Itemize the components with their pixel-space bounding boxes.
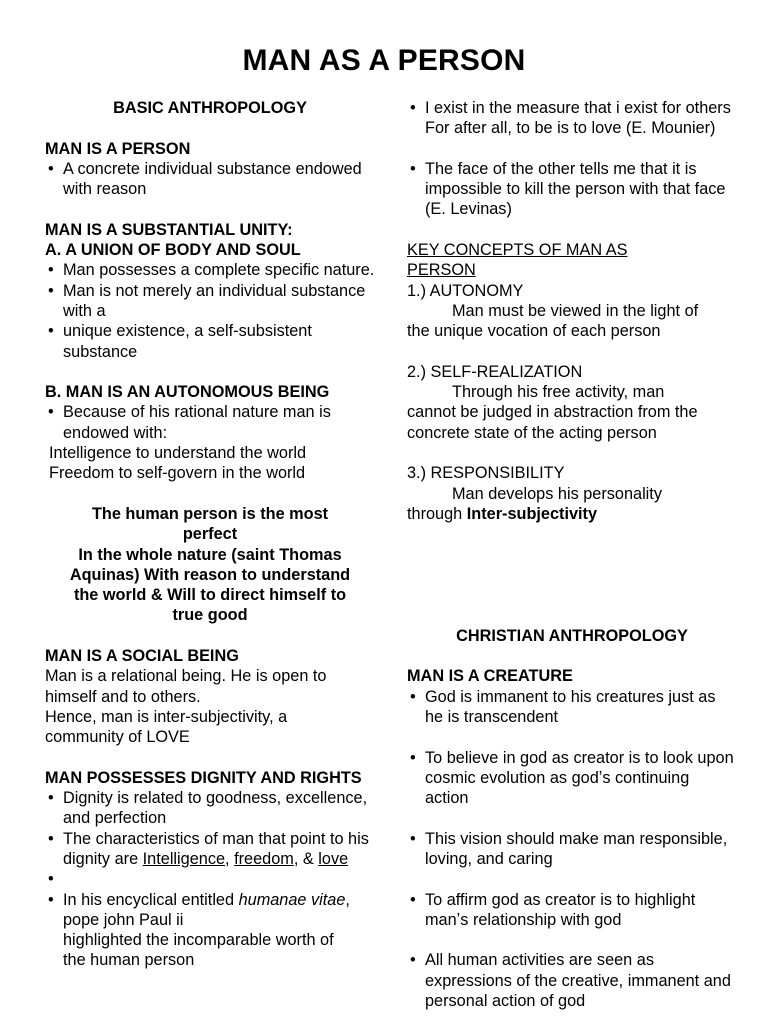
heading-substantial-unity: MAN IS A SUBSTANTIAL UNITY: [45, 220, 293, 239]
list-item-text: To believe in god as creator is to look upon cosmic evolution as godʼs continuing action [425, 748, 734, 808]
bullet-icon: • [410, 890, 416, 909]
right-column [407, 98, 737, 1011]
section-heading-christian-anthropology: CHRISTIAN ANTHROPOLOGY [456, 626, 688, 645]
bullet-icon: • [410, 829, 416, 848]
concept-text-first-line: Man develops his personality [452, 484, 662, 503]
bullet-icon: • [410, 748, 416, 767]
list-item-text: To affirm god as creator is to highlight manʼs relationship with god [425, 890, 696, 929]
text-line: Hence, man is inter-subjectivity, a [45, 707, 288, 726]
list-item-text: , pope john Paul ii [63, 890, 350, 929]
bullet-icon: • [48, 322, 54, 341]
list-item [45, 321, 375, 362]
text-line: highlighted the incomparable worth of [63, 931, 334, 950]
list-item [45, 159, 375, 200]
list-item [45, 281, 375, 322]
text-line: Man is a relational being. He is open to [45, 667, 327, 686]
concept-text [407, 382, 737, 402]
list-item-text: Because of his rational nature man is endowed with: [63, 403, 331, 442]
concept-label: 3.) RESPONSIBILITY [407, 464, 565, 483]
bullet-icon: • [48, 261, 54, 280]
heading-social-being: MAN IS A SOCIAL BEING [45, 647, 239, 666]
text-line: Intelligence to understand the world [49, 444, 307, 463]
list-item [407, 98, 737, 139]
list-item [407, 159, 737, 220]
heading-key-concepts-line2: PERSON [407, 261, 476, 280]
left-column [45, 98, 375, 971]
quote-line: the world & Will to direct himself to [73, 586, 347, 605]
bullet-icon: • [48, 789, 54, 808]
subheading-body-and-soul: A. A UNION OF BODY AND SOUL [45, 241, 301, 260]
list-item-text: In his encyclical entitled [63, 890, 239, 909]
list-item [407, 890, 737, 931]
page-title: MAN AS A PERSON [242, 44, 526, 77]
list-item [407, 748, 737, 809]
bullet-icon: • [410, 99, 416, 117]
quote-line: The human person is the most [91, 504, 329, 523]
heading-man-is-a-creature: MAN IS A CREATURE [407, 667, 573, 686]
bullet-icon: • [410, 159, 416, 178]
bullet-icon: • [48, 281, 54, 300]
list-item-text: God is immanent to his creatures just as he is transcendent [425, 687, 716, 726]
list-item [45, 260, 375, 280]
text-line: Freedom to self-govern in the world [49, 464, 306, 483]
list-item [407, 829, 737, 870]
concept-label: 2.) SELF-REALIZATION [407, 362, 583, 381]
list-item-text: A concrete individual substance endowed with reason [63, 159, 362, 199]
list-item-text: The characteristics of man that point to his dignity are [63, 829, 369, 868]
underlined-word-intelligence: Intelligence [142, 849, 226, 868]
quote-line: Aquinas) With reason to understand [69, 565, 351, 584]
list-item [45, 890, 375, 931]
quote-line: In the whole nature (saint Thomas [78, 545, 342, 564]
bullet-icon: • [48, 159, 54, 178]
bold-inter-subjectivity: Inter-subjectivity [466, 504, 598, 523]
section-heading-basic-anthropology: BASIC ANTHROPOLOGY [113, 99, 307, 117]
bullet-icon: • [410, 687, 416, 706]
concept-text-first-line: Through his free activity, man [452, 383, 665, 402]
quote-block [45, 504, 375, 626]
ampersand: , & [293, 849, 319, 868]
concept-text-rest: cannot be judged in abstraction from the concrete state of the acting person [407, 403, 698, 442]
list-item [407, 687, 737, 728]
bullet-icon: • [48, 890, 54, 909]
quote-line: true good [172, 606, 248, 625]
list-item-text: The face of the other tells me that it is impossible to kill the person with that face (E. Levinas) [425, 159, 726, 219]
underlined-word-love: love [318, 849, 349, 868]
concept-text-first-line: Man must be viewed in the light of [452, 301, 699, 320]
encyclical-title: humanae vitae [238, 890, 346, 909]
list-item-text: Man possesses a complete specific nature. [63, 261, 375, 280]
list-item-text: All human activities are seen as expressions of the creative, immanent and personal action of god [425, 951, 731, 1011]
heading-autonomous-being: B. MAN IS AN AUTONOMOUS BEING [45, 383, 330, 402]
comma: , [225, 849, 230, 868]
text-line: himself and to others. [45, 687, 201, 706]
empty-list-item [45, 869, 375, 889]
list-item-text: Man is not merely an individual substance with a [63, 281, 366, 320]
concept-text-rest: the unique vocation of each person [407, 322, 661, 341]
bullet-icon: • [410, 951, 416, 970]
list-item [45, 788, 375, 829]
concept-text-rest [407, 504, 737, 524]
text-line: the human person [63, 951, 195, 970]
bullet-icon: • [48, 870, 54, 889]
concept-text [407, 301, 737, 321]
bullet-icon: • [48, 403, 54, 422]
heading-key-concepts: KEY CONCEPTS OF MAN AS [407, 241, 628, 260]
concept-text [407, 484, 737, 504]
quote-line: perfect [182, 525, 238, 544]
list-item-text: unique existence, a self-subsistent substance [63, 322, 312, 361]
heading-man-is-a-person: MAN IS A PERSON [45, 139, 191, 158]
list-item [45, 829, 375, 870]
through-text: through [407, 504, 467, 523]
underlined-word-freedom: freedom [234, 849, 294, 868]
text-line: community of LOVE [45, 728, 190, 747]
heading-dignity-and-rights: MAN POSSESSES DIGNITY AND RIGHTS [45, 768, 362, 787]
list-item-text: Dignity is related to goodness, excellence, and perfection [63, 789, 368, 828]
bullet-icon: • [48, 829, 54, 848]
list-item-text: This vision should make man responsible, loving, and caring [425, 829, 728, 868]
list-item-text: I exist in the measure that i exist for others For after all, to be is to love (E. Mounier) [425, 99, 731, 138]
list-item [45, 402, 375, 443]
list-item [407, 950, 737, 1011]
concept-label: 1.) AUTONOMY [407, 281, 524, 300]
